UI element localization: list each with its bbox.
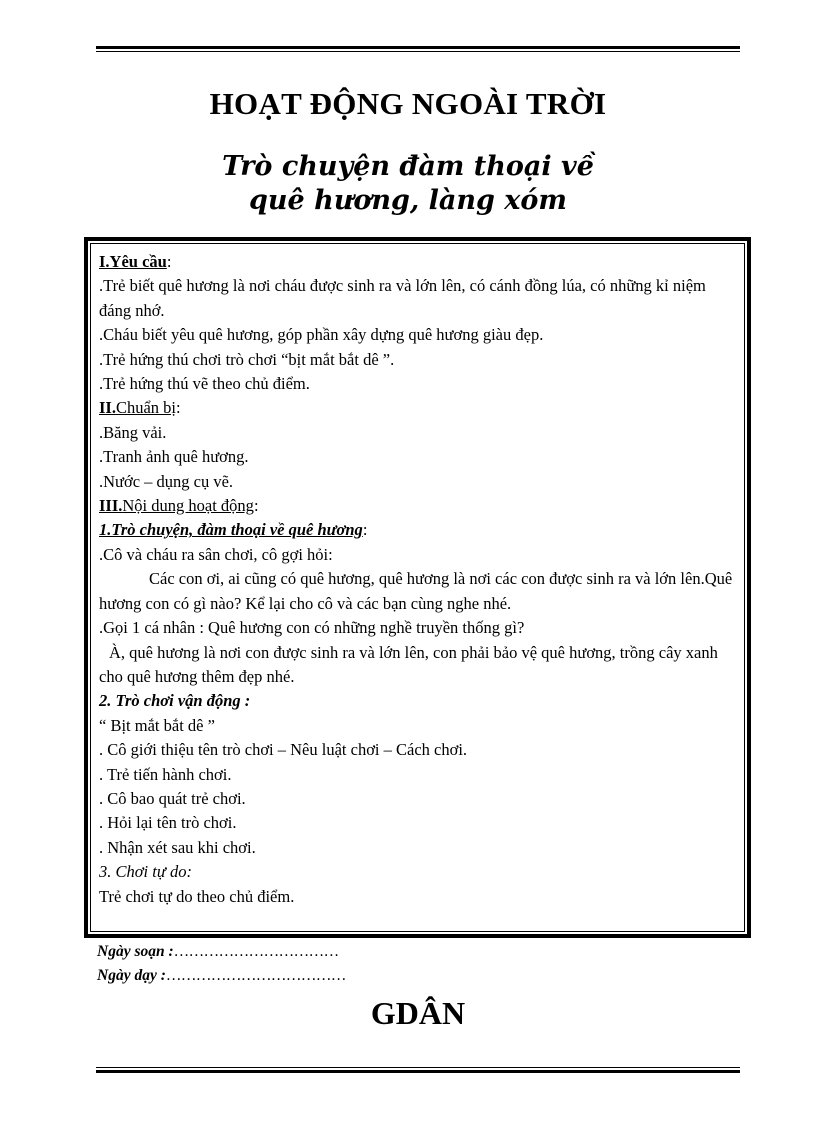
page-subtitle — [0, 150, 816, 218]
subtitle-line-2: quê hương, làng xóm — [248, 185, 567, 216]
prep-date-line: Ngày soạn :…………………………… — [97, 943, 339, 960]
section-1-item: .Trẻ biết quê hương là nơi cháu được sinh ra và lớn lên, có cánh đồng lúa, có những kỉ niệm đáng nhớ. — [99, 276, 706, 320]
section-1-item: .Trẻ hứng thú chơi trò chơi “bịt mắt bắt dê ”. — [99, 349, 395, 369]
page-title: HOẠT ĐỘNG NGOÀI TRỜI — [209, 86, 607, 121]
part-3-heading: 3. Chơi tự do: — [99, 862, 192, 882]
date-fields — [97, 940, 346, 988]
part-3-line: Trẻ chơi tự do theo chủ điểm. — [99, 886, 295, 906]
part-2-heading: 2. Trò chơi vận động : — [99, 691, 251, 711]
lesson-content — [90, 243, 745, 932]
bottom-divider — [96, 1067, 740, 1073]
part-1-line: .Cô và cháu ra sân chơi, cô gợi hỏi: — [99, 544, 333, 564]
section-2-heading: II.Chuẩn bị: — [99, 398, 181, 418]
part-1-line: Các con ơi, ai cũng có quê hương, quê hương là nơi các con được sinh ra và lớn lên.Quê hương con có gì nào? Kể lại cho cô và các bạn cùng nghe nhé. — [99, 569, 733, 613]
part-1-line: À, quê hương là nơi con được sinh ra và lớn lên, con phải bảo vệ quê hương, trồng cây xanh cho quê hương thêm đẹp nhé. — [99, 642, 718, 686]
part-2-item: . Trẻ tiến hành chơi. — [99, 764, 232, 784]
part-2-item: . Cô giới thiệu tên trò chơi – Nêu luật chơi – Cách chơi. — [99, 740, 468, 760]
signature: GDÂN — [370, 995, 466, 1031]
section-3-heading: III.Nội dung hoạt động: — [99, 496, 259, 516]
section-1-item: .Trẻ hứng thú vẽ theo chủ điểm. — [99, 374, 310, 394]
part-2-item: . Nhận xét sau khi chơi. — [99, 837, 256, 857]
part-2-game-name: “ Bịt mắt bắt dê ” — [99, 715, 215, 735]
teach-date-line: Ngày dạy :……………………………… — [97, 967, 346, 984]
section-1-heading: I.Yêu cầu: — [99, 252, 172, 271]
top-divider — [96, 46, 740, 52]
part-2-item: . Cô bao quát trẻ chơi. — [99, 788, 246, 808]
part-2-item: . Hỏi lại tên trò chơi. — [99, 813, 237, 833]
part-1-line: .Gọi 1 cá nhân : Quê hương con có những nghề truyền thống gì? — [99, 618, 525, 638]
part-1-heading: 1.Trò chuyện, đàm thoại về quê hương: — [99, 520, 368, 540]
section-2-item: .Băng vải. — [99, 422, 167, 442]
section-1-item: .Cháu biết yêu quê hương, góp phần xây dựng quê hương giàu đẹp. — [99, 325, 544, 345]
subtitle-line-1: Trò chuyện đàm thoại về — [222, 151, 594, 182]
lesson-content-box — [84, 237, 751, 938]
section-2-item: .Tranh ảnh quê hương. — [99, 447, 249, 467]
section-2-item: .Nước – dụng cụ vẽ. — [99, 471, 234, 491]
